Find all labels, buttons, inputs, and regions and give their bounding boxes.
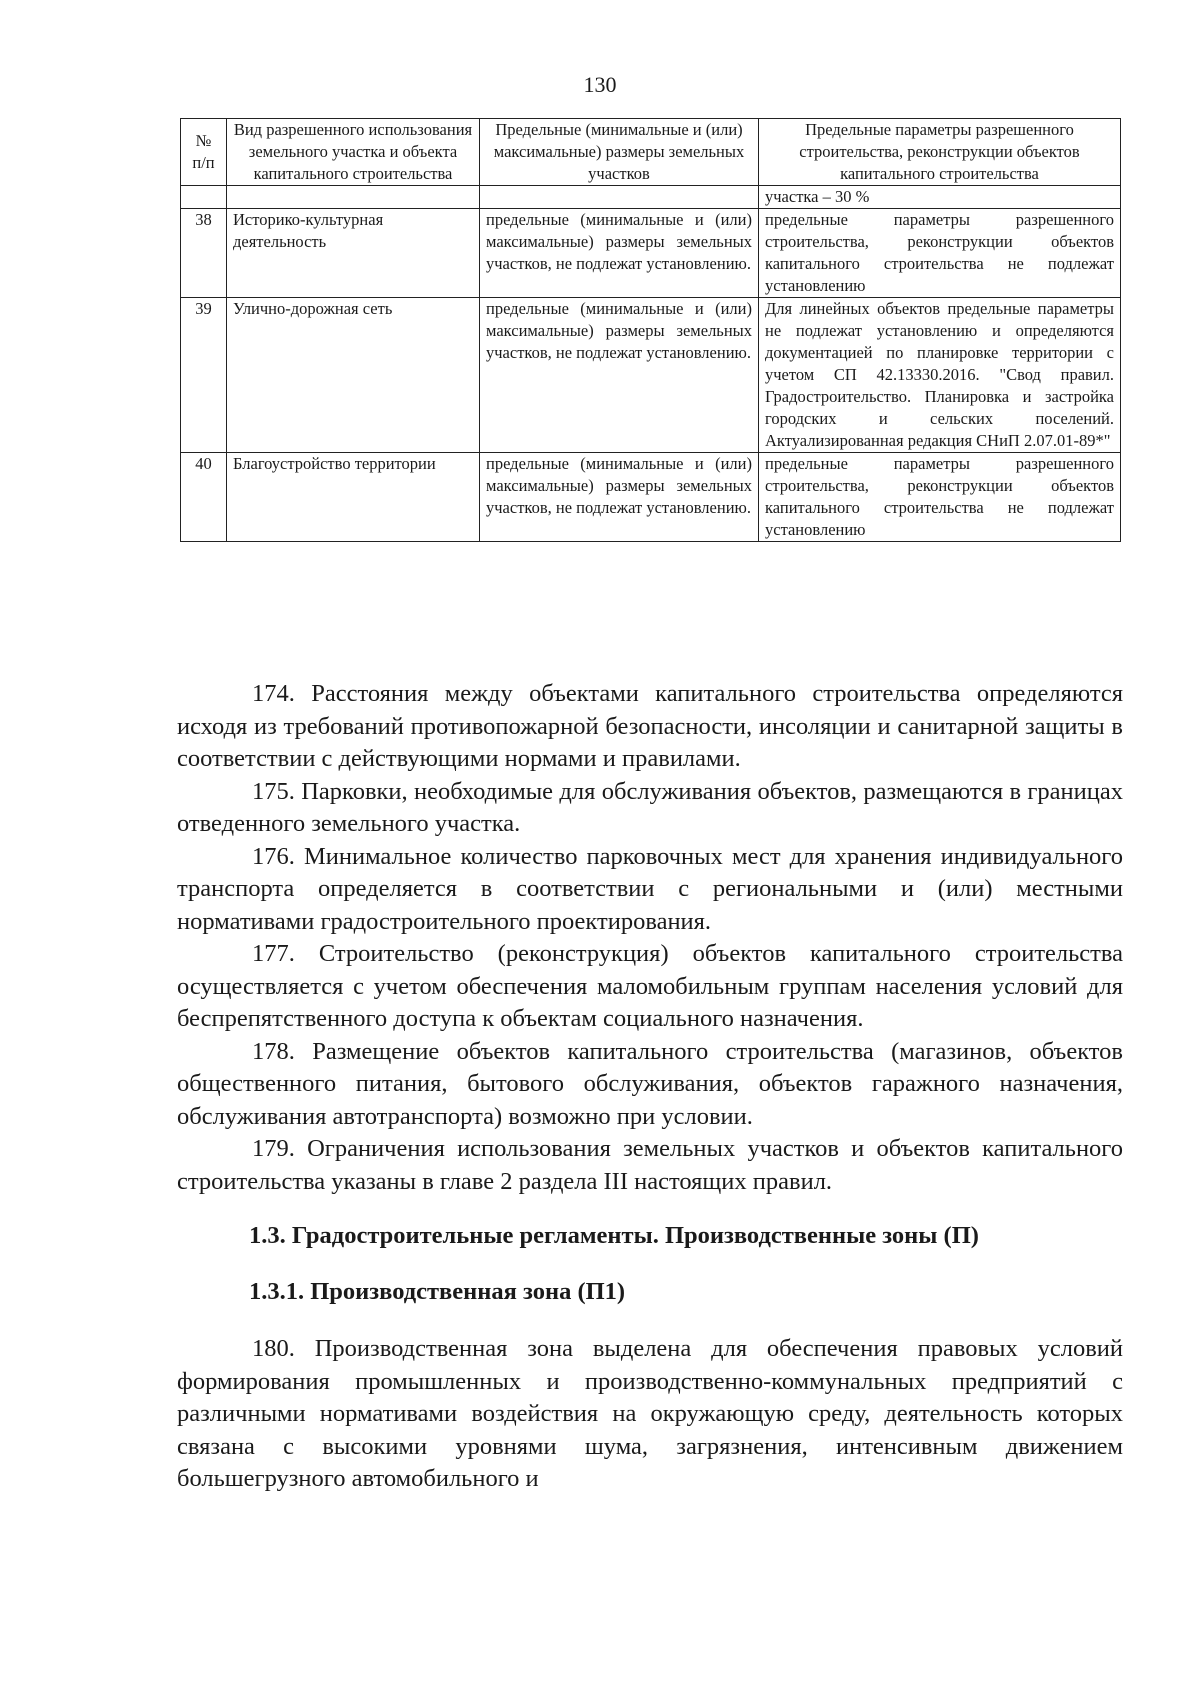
paragraph-178: 178. Размещение объектов капитального строительства (магазинов, объектов общественного питания, бытового обслуживания, объектов гаражного назначения, обслуживания автотранспорта) возможно при условии.	[177, 1037, 1123, 1130]
row-params: предельные параметры разрешенного строительства, реконструкции объектов капитального строительства не подлежат установлению	[759, 209, 1121, 298]
table-row	[181, 298, 1121, 453]
table-header-row	[181, 119, 1121, 186]
continuation-cell: участка – 30 %	[759, 186, 1121, 209]
row-num: 40	[181, 453, 227, 542]
header-type: Вид разрешенного использования земельного участка и объекта капитального строительства	[227, 119, 480, 186]
row-type: Историко-культурная деятельность	[227, 209, 480, 298]
row-num: 39	[181, 298, 227, 453]
paragraph-175: 175. Парковки, необходимые для обслуживания объектов, размещаются в границах отведенного земельного участка.	[177, 777, 1123, 837]
paragraph-176: 176. Минимальное количество парковочных мест для хранения индивидуального транспорта определяется в соответствии с региональными и (или) местными нормативами градостроительного проектирования.	[177, 842, 1123, 935]
table-row	[181, 453, 1121, 542]
paragraph-180: 180. Производственная зона выделена для обеспечения правовых условий формирования промышленных и производственно-коммунальных предприятий с различными нормативами воздействия на окружающую среду, деятельность которых связана с высокими уровнями шума, загрязнения, интенсивным движением большегрузного автомобильного и	[177, 1335, 1123, 1492]
table-row	[181, 209, 1121, 298]
header-num: № п/п	[181, 119, 227, 186]
row-type: Благоустройство территории	[227, 453, 480, 542]
row-sizes: предельные (минимальные и (или) максимальные) размеры земельных участков, не подлежат установлению.	[480, 298, 759, 453]
paragraph-177: 177. Строительство (реконструкция) объектов капитального строительства осуществляется с учетом обеспечения маломобильным группам населения условий для беспрепятственного доступа к объектам социального назначения.	[177, 940, 1123, 1032]
row-sizes: предельные (минимальные и (или) максимальные) размеры земельных участков, не подлежат установлению.	[480, 453, 759, 542]
page-number: 130	[583, 72, 617, 97]
row-type: Улично-дорожная сеть	[227, 298, 480, 453]
header-sizes: Предельные (минимальные и (или) максимальные) размеры земельных участков	[480, 119, 759, 186]
row-sizes: предельные (минимальные и (или) максимальные) размеры земельных участков, не подлежат установлению.	[480, 209, 759, 298]
header-params: Предельные параметры разрешенного строительства, реконструкции объектов капитального строительства	[759, 119, 1121, 186]
paragraph-179: 179. Ограничения использования земельных участков и объектов капитального строительства указаны в главе 2 раздела III настоящих правил.	[177, 1135, 1123, 1195]
table-row-continuation	[181, 186, 1121, 209]
parameters-table	[180, 118, 1121, 542]
row-params: предельные параметры разрешенного строительства, реконструкции объектов капитального строительства не подлежат установлению	[759, 453, 1121, 542]
row-params: Для линейных объектов предельные параметры не подлежат установлению и определяются документацией по планировке территории с учетом СП 42.13330.2016. "Свод правил. Градостроительство. Планировка и застройка городских и сельских поселений. Актуализированная редакция СНиП 2.07.01-89*"	[759, 298, 1121, 453]
section-heading: 1.3. Градостроительные регламенты. Производственные зоны (П)	[249, 1222, 979, 1249]
subsection-heading: 1.3.1. Производственная зона (П1)	[249, 1277, 626, 1305]
row-num: 38	[181, 209, 227, 298]
body-text	[177, 678, 1123, 1496]
paragraph-174: 174. Расстояния между объектами капитального строительства определяются исходя из требований противопожарной безопасности, инсоляции и санитарной защиты в соответствии с действующими нормами и правилами.	[177, 680, 1123, 772]
